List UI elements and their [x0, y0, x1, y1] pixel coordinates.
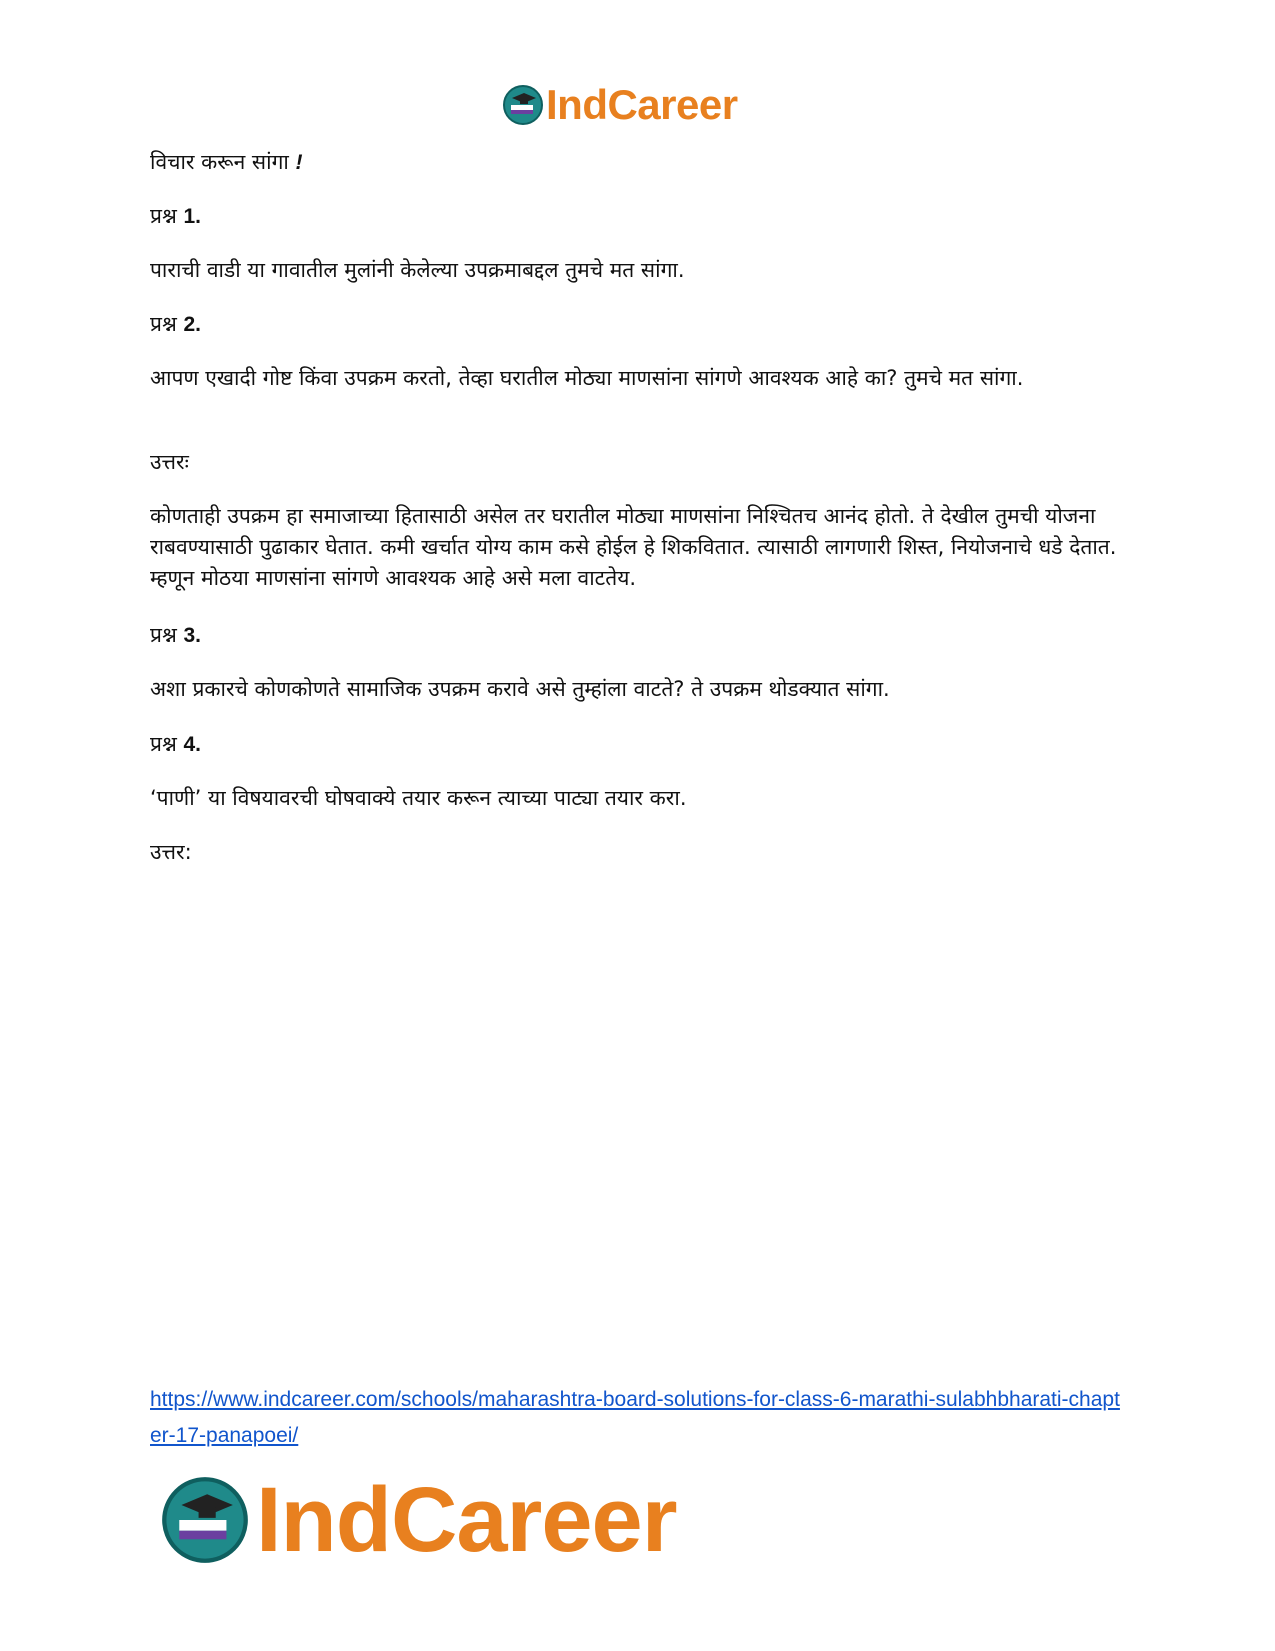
logo-globe-icon: [502, 84, 544, 126]
answer-4-label: उत्तर:: [150, 840, 192, 864]
question-1-text: पाराची वाडी या गावातील मुलांनी केलेल्या उपक्रमाबद्दल तुमचे मत सांगा.: [150, 258, 685, 282]
question-4-text: ‘पाणी’ या विषयावरची घोषवाक्ये तयार करून त्याच्या पाट्या तयार करा.: [150, 786, 687, 810]
section-heading-text: विचार करून सांगा: [150, 150, 289, 174]
question-number: 1.: [183, 205, 201, 228]
logo-text: IndCareer: [546, 81, 738, 128]
answer-2-text: कोणताही उपक्रम हा समाजाच्या हितासाठी असेल तर घरातील मोठ्या माणसांना निश्चितच आनंद होतो. ते देखील तुमची योजना राबवण्यासाठी पुढाकार घेतात. कमी खर्चात योग्य काम कसे होईल हे शिकवितात. त्यासाठी लागणारी शिस्त, नियोजनाचे धडे देतात. म्हणून मोठया माणसांना सांगणे आवश्यक आहे असे मला वाटतेय.: [150, 504, 1117, 590]
question-2-label: [150, 309, 1130, 340]
header-logo: [502, 80, 738, 130]
footer-logo: [160, 1470, 677, 1570]
question-label-word: प्रश्न: [150, 312, 177, 336]
question-3-text: अशा प्रकारचे कोणकोणते सामाजिक उपक्रम करावे असे तुम्हांला वाटते? ते उपक्रम थोडक्यात सांगा.: [150, 677, 890, 701]
question-number: 4.: [183, 733, 201, 756]
question-label-word: प्रश्न: [150, 204, 177, 228]
question-number: 3.: [183, 624, 201, 647]
section-heading-mark: !: [295, 151, 303, 174]
question-2-text: आपण एखादी गोष्ट किंवा उपक्रम करतो, तेव्हा घरातील मोठ्या माणसांना सांगणे आवश्यक आहे का? तुमचे मत सांगा.: [150, 366, 1024, 390]
logo-text: IndCareer: [256, 1468, 677, 1571]
question-number: 2.: [183, 313, 201, 336]
source-url-link[interactable]: https://www.indcareer.com/schools/maharashtra-board-solutions-for-class-6-marathi-sulabhbharati-chapter-17-panapoei/: [150, 1388, 1120, 1447]
logo-globe-icon: [160, 1475, 250, 1565]
question-label-word: प्रश्न: [150, 732, 177, 756]
question-4-label: [150, 729, 1130, 760]
question-1-label: [150, 201, 1130, 232]
section-heading: [150, 147, 1130, 178]
answer-2-label: उत्तरः: [150, 450, 189, 474]
question-label-word: प्रश्न: [150, 623, 177, 647]
question-3-label: [150, 620, 1130, 651]
